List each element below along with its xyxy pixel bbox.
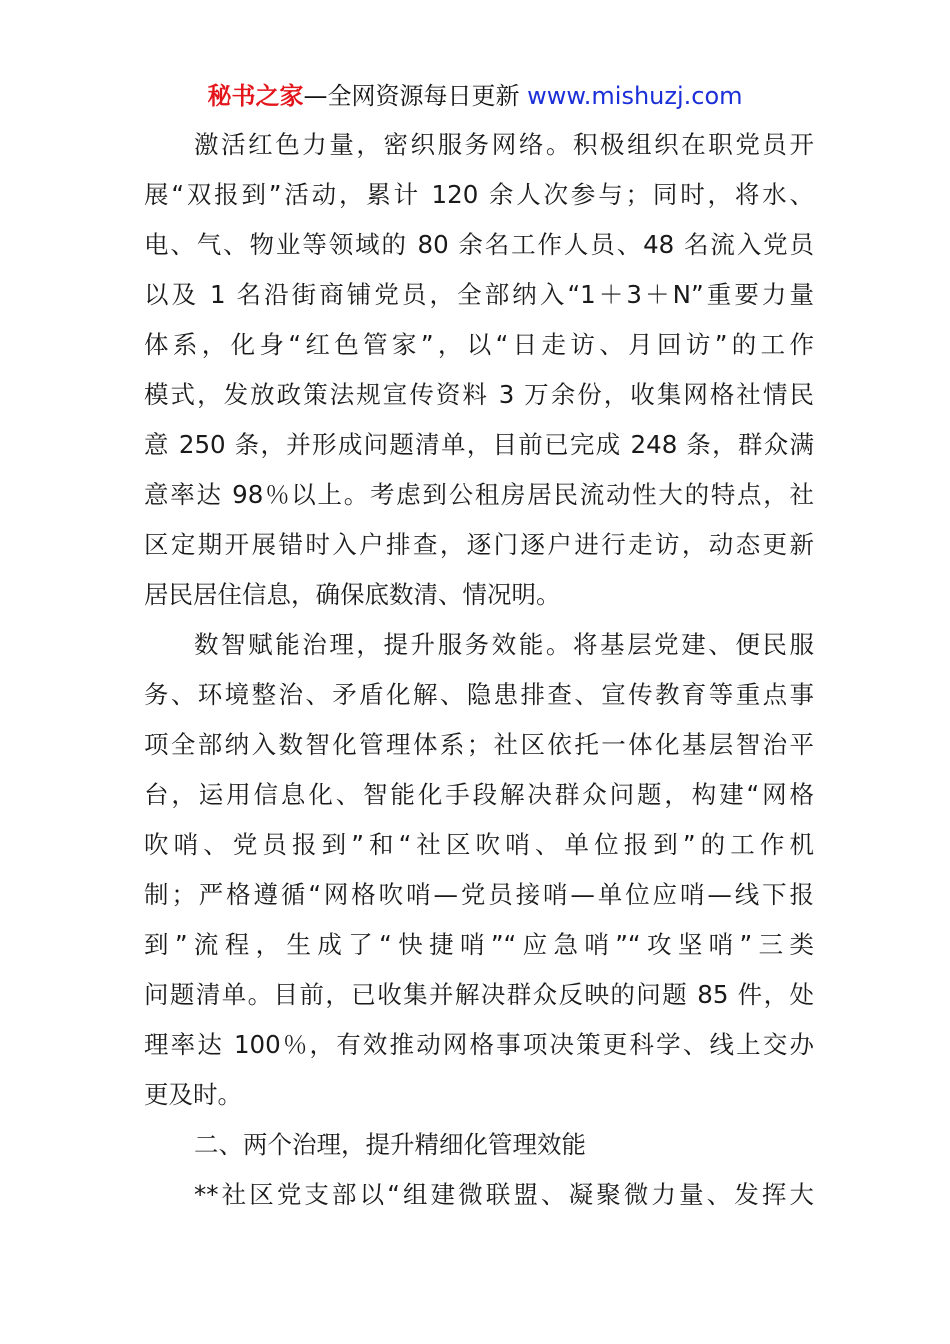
text-line: 意率达 98％以上。考虑到公租房居民流动性大的特点，社: [144, 480, 814, 509]
text-line: 体系，化身“红色管家”，以“日走访、月回访”的工作: [144, 330, 814, 359]
text-line: 二、两个治理，提升精细化管理效能: [194, 1130, 586, 1159]
site-brand: 秘书之家: [207, 82, 304, 110]
text-line: 理率达 100％，有效推动网格事项决策更科学、线上交办: [144, 1030, 814, 1059]
text-line: 项全部纳入数智化管理体系；社区依托一体化基层智治平: [144, 730, 814, 759]
text-line: 务、环境整治、矛盾化解、隐患排查、宣传教育等重点事: [144, 680, 814, 709]
text-line: 区定期开展错时入户排查，逐门逐户进行走访，动态更新: [144, 530, 814, 559]
text-line: 居民居住信息，确保底数清、情况明。: [144, 580, 561, 609]
text-line: **社区党支部以“组建微联盟、凝聚微力量、发挥大: [194, 1180, 814, 1209]
text-line: 吹哨、党员报到”和“社区吹哨、单位报到”的工作机: [144, 830, 814, 859]
site-url[interactable]: www.mishuzj.com: [527, 82, 743, 110]
text-line: 激活红色力量，密织服务网络。积极组织在职党员开: [194, 130, 814, 159]
text-line: 制；严格遵循“网格吹哨—党员接哨—单位应哨—线下报: [144, 880, 814, 909]
text-line: 展“双报到”活动，累计 120 余人次参与；同时，将水、: [144, 180, 814, 209]
text-line: 电、气、物业等领域的 80 余名工作人员、48 名流入党员: [144, 230, 814, 259]
text-line: 模式，发放政策法规宣传资料 3 万余份，收集网格社情民: [144, 380, 814, 409]
text-line: 更及时。: [144, 1080, 242, 1109]
text-line: 问题清单。目前，已收集并解决群众反映的问题 85 件，处: [144, 980, 814, 1009]
document-body: [144, 120, 814, 1220]
site-tagline: —全网资源每日更新: [303, 82, 528, 110]
text-line: 台，运用信息化、智能化手段解决群众问题，构建“网格: [144, 780, 814, 809]
text-line: 数智赋能治理，提升服务效能。将基层党建、便民服: [194, 630, 814, 659]
text-line: 以及 1 名沿街商铺党员，全部纳入“1＋3＋N”重要力量: [144, 280, 814, 309]
text-line: 到”流程，生成了“快捷哨”“应急哨”“攻坚哨”三类: [144, 930, 814, 959]
text-line: 意 250 条，并形成问题清单，目前已完成 248 条，群众满: [144, 430, 814, 459]
site-header: [0, 80, 950, 112]
